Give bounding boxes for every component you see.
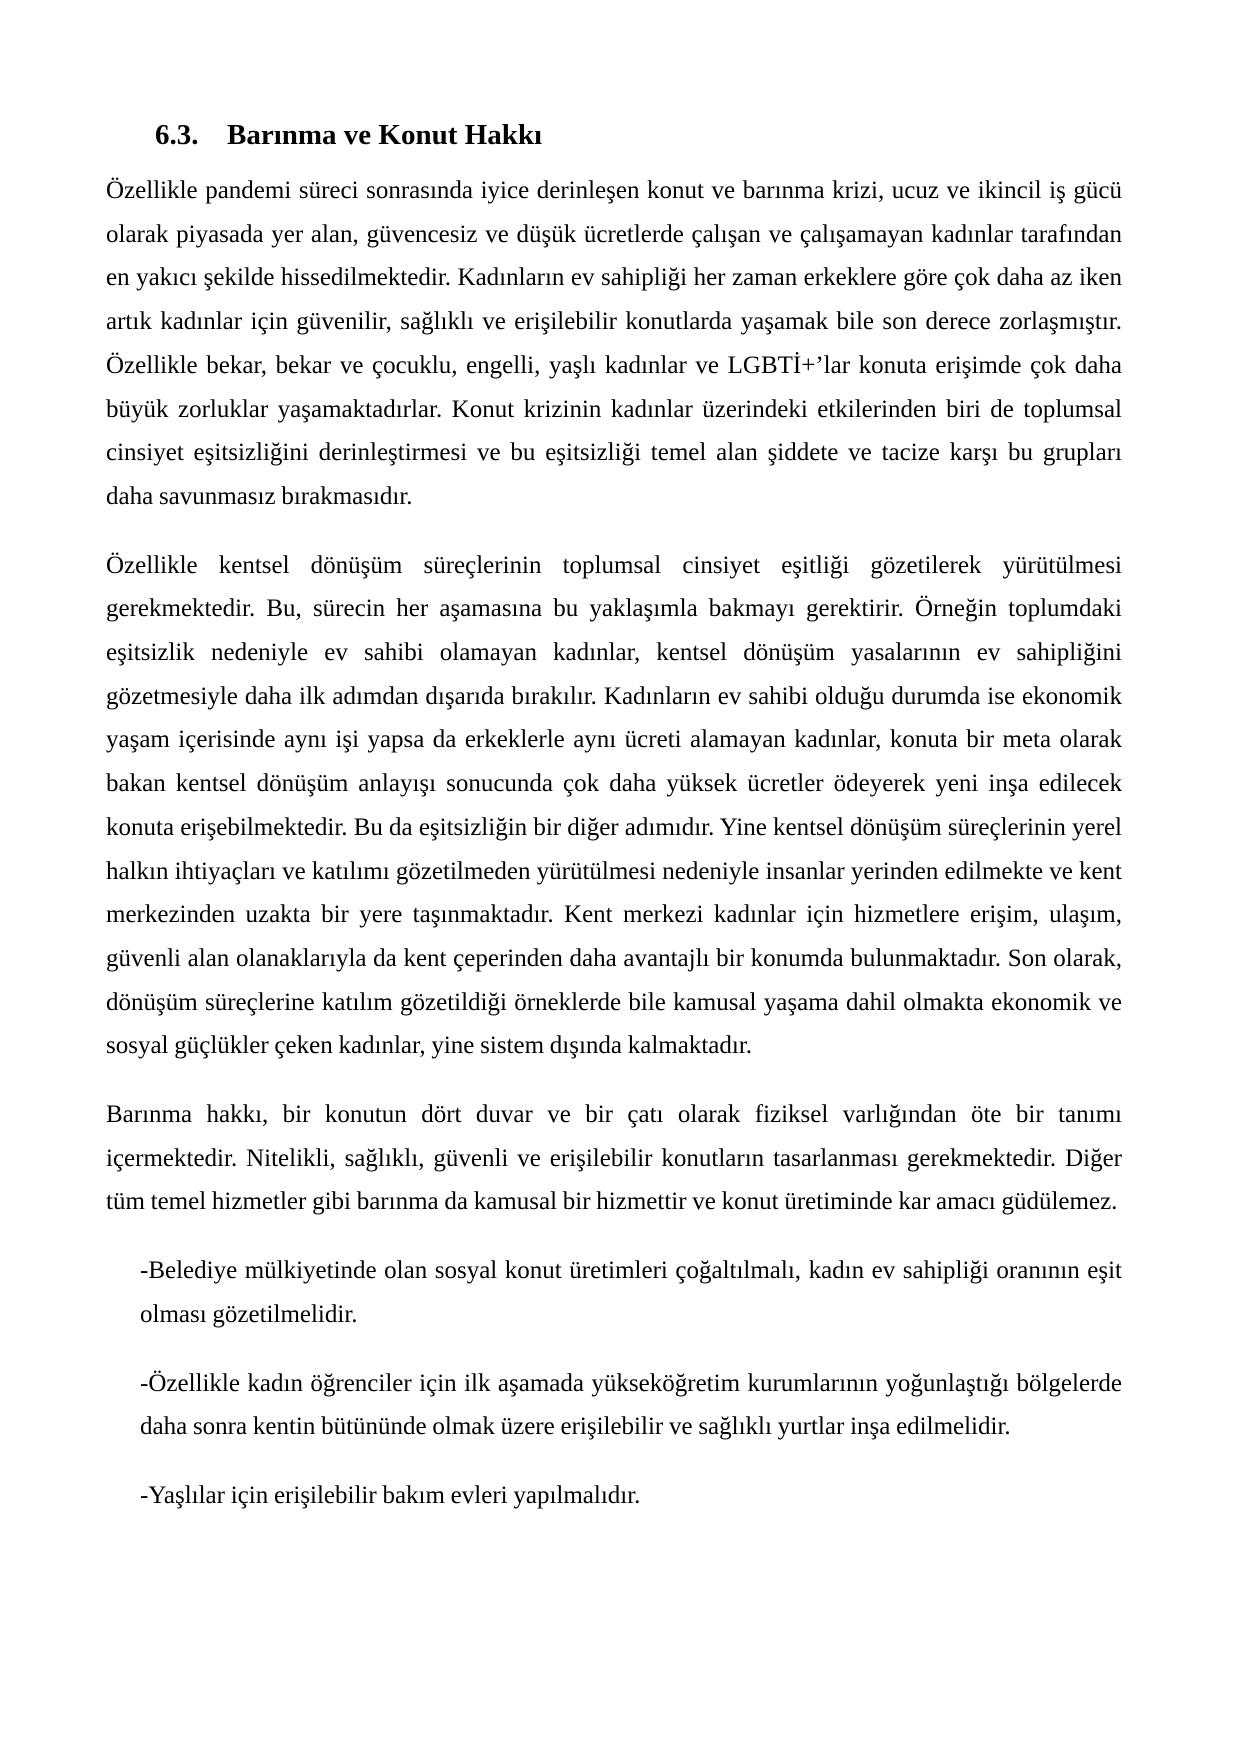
text-line: -Özellikle kadın öğrenciler için ilk aşamada yükseköğretim kurumlarının yoğunlaştığı bölgelerde bbox=[140, 1369, 1122, 1397]
text-line: daha sonra kentin bütününde olmak üzere erişilebilir ve sağlıklı yurtlar inşa edilmelidir. bbox=[140, 1413, 1011, 1441]
paragraph bbox=[106, 169, 1122, 519]
text-line: cinsiyet eşitsizliğini derinleştirmesi ve bu eşitsizliği temel alan şiddete ve tacize karşı bu grupları bbox=[106, 439, 1122, 467]
text-line: bakan kentsel dönüşüm anlayışı sonucunda çok daha yüksek ücretler ödeyerek yeni inşa edilecek bbox=[106, 770, 1122, 798]
text-line: konuta erişebilmektedir. Bu da eşitsizliğin bir diğer adımıdır. Yine kentsel dönüşüm süreçlerinin yerel bbox=[106, 813, 1122, 841]
paragraph bbox=[106, 544, 1122, 1068]
document-body bbox=[106, 169, 1122, 1518]
text-line: Özellikle pandemi süreci sonrasında iyice derinleşen konut ve barınma krizi, ucuz ve ikincil iş gücü bbox=[106, 177, 1122, 204]
recommendation-item bbox=[106, 1249, 1122, 1336]
section-number: 6.3. bbox=[155, 119, 199, 151]
section-title: Barınma ve Konut Hakkı bbox=[227, 119, 543, 151]
paragraph bbox=[106, 1093, 1122, 1224]
text-line: -Yaşlılar için erişilebilir bakım evleri yapılmalıdır. bbox=[140, 1481, 641, 1509]
text-line: Barınma hakkı, bir konutun dört duvar ve bir çatı olarak fiziksel varlığından öte bir tanımı bbox=[106, 1101, 1122, 1129]
text-line: artık kadınlar için güvenilir, sağlıklı ve erişilebilir konutlarda yaşamak bile son derece zorlaşmıştır. bbox=[106, 308, 1122, 336]
text-line: dönüşüm süreçlerine katılım gözetildiği örneklerde bile kamusal yaşama dahil olmakta ekonomik ve bbox=[106, 988, 1122, 1016]
text-line: en yakıcı şekilde hissedilmektedir. Kadınların ev sahipliği her zaman erkeklere göre çok daha az iken bbox=[106, 264, 1122, 292]
recommendation-item bbox=[106, 1362, 1122, 1449]
text-line: büyük zorluklar yaşamaktadırlar. Konut krizinin kadınlar üzerindeki etkilerinden biri de toplumsal bbox=[106, 395, 1122, 423]
text-line: Özellikle kentsel dönüşüm süreçlerinin toplumsal cinsiyet eşitliği gözetilerek yürütülmesi bbox=[106, 551, 1122, 579]
text-line: eşitsizlik nedeniyle ev sahibi olamayan kadınlar, kentsel dönüşüm yasalarının ev sahipliğini bbox=[106, 639, 1122, 667]
text-line: merkezinden uzakta bir yere taşınmaktadır. Kent merkezi kadınlar için hizmetlere erişim, ulaşım, bbox=[106, 901, 1122, 929]
text-line: -Belediye mülkiyetinde olan sosyal konut üretimleri çoğaltılmalı, kadın ev sahipliği oranının eşit bbox=[140, 1257, 1122, 1285]
text-line: halkın ihtiyaçları ve katılımı gözetilmeden yürütülmesi nedeniyle insanlar yerinden edilmekte ve kent bbox=[106, 857, 1122, 885]
text-line: gerekmektedir. Bu, sürecin her aşamasına bu yaklaşımla bakmayı gerektirir. Örneğin toplumdaki bbox=[106, 595, 1122, 623]
text-line: güvenli alan olanaklarıyla da kent çeperinden daha avantajlı bir konumda bulunmaktadır. Son olarak, bbox=[106, 944, 1122, 972]
text-line: Özellikle bekar, bekar ve çocuklu, engelli, yaşlı kadınlar ve LGBTİ+’lar konuta erişimde çok daha bbox=[106, 351, 1122, 379]
text-line: olarak piyasada yer alan, güvencesiz ve düşük ücretlerde çalışan ve çalışamayan kadınlar tarafından bbox=[106, 220, 1122, 248]
section-heading bbox=[155, 114, 1122, 157]
text-line: içermektedir. Nitelikli, sağlıklı, güvenli ve erişilebilir konutların tasarlanması gerekmektedir. Diğer bbox=[106, 1144, 1122, 1172]
text-line: yaşam içerisinde aynı işi yapsa da erkeklerle aynı ücreti alamayan kadınlar, konuta bir meta olarak bbox=[106, 726, 1122, 754]
text-line: gözetmesiyle daha ilk adımdan dışarıda bırakılır. Kadınların ev sahibi olduğu durumda ise ekonomik bbox=[106, 682, 1122, 710]
text-line: tüm temel hizmetler gibi barınma da kamusal bir hizmettir ve konut üretiminde kar amacı güdülemez. bbox=[106, 1188, 1118, 1216]
text-line: daha savunmasız bırakmasıdır. bbox=[106, 482, 413, 510]
text-line: sosyal güçlükler çeken kadınlar, yine sistem dışında kalmaktadır. bbox=[106, 1032, 753, 1060]
recommendation-item bbox=[106, 1474, 1122, 1518]
text-line: olması gözetilmelidir. bbox=[140, 1300, 358, 1328]
